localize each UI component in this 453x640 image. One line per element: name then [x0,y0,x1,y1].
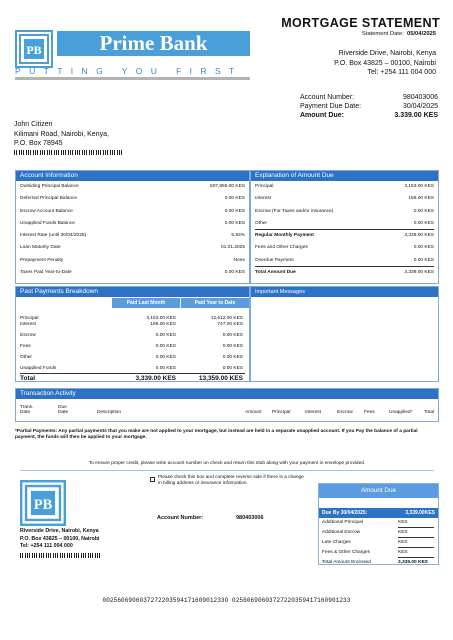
statement-date-label: Statement Date: [361,31,404,37]
due-by-value: 3,339.00KES [405,510,435,516]
table-row: Late Charges KES [319,538,438,548]
explanation-header: Explanation of Amount Due [251,171,438,181]
table-row: Prepayment Penalty None [20,257,245,263]
micr-line: 002560690603727220359417160901233O 02560690603727220359417160901233 [102,597,351,604]
column-header: Amount [245,410,262,415]
address-line: Riverside Drive, Nairobi, Kenya [20,528,99,534]
due-date-label: Payment Due Date: [300,103,362,111]
column-header: Principal [272,410,291,415]
account-number-value: 980403006 [402,94,438,101]
account-information-panel [15,170,250,284]
table-row: Loan Maturity Date 01.01.2025 [20,245,245,251]
table-row: Unapplied Funds Balance 0.00 KES [20,220,245,226]
account-number-label: Account Number: [300,94,355,101]
important-messages-header: Important Messages [251,287,438,297]
stub-instructions: To ensure proper credit, please write account number on check and return this stub along with your payment in envelope provided. [88,461,366,466]
table-row: Total Amount Due 3,339.00 KES [255,270,434,276]
table-row: Fees 0.00 KES 0.00 KES [20,344,243,349]
address-line: Tel: +254 111 004 000 [20,543,73,549]
table-row: Principal 3,153.00 KES [255,184,434,189]
stub-amount-due-header: Amount Due [319,484,438,498]
partial-payments-note: *Partial Payments: Any partial payments that you make are not applied to your mortgage, but instead are held in a separate unapplied account. If you Pay the balance of a partial payment, the funds will then be applied to your mortgage. [15,429,418,441]
table-row-total: Total 3,339.00 KES 13,359.00 KES [20,375,243,382]
table-row: Additional Principal KES [319,518,438,528]
stub-logo-icon [20,480,66,526]
amount-due-label: Amount Due: [300,112,344,120]
account-information-header: Account Information [16,171,249,181]
paid-ytd-header: Paid Year to Date [181,298,249,308]
table-row: Other 0.00 KES 0.00 KES [20,355,243,360]
table-row: Regular Monthly Payment 3,339.00 KES [255,233,434,239]
table-row: Outsiding Principal Balance 507,855.00 KES [20,184,245,189]
address-change-checkbox[interactable] [150,477,155,482]
address-line: Tel: +254 111 004 000 [367,69,436,76]
statement-date [270,31,436,37]
logo-monogram: PB [26,43,42,57]
address-line: P.O. Box 43825 – 00100, Nairobi [20,535,100,542]
table-row: Total Amount Enclosed 3,339.00 KES [322,560,428,565]
table-row: Fees & Other Charges KES [319,548,438,558]
customer-address [14,120,109,149]
table-row: Escrow (For Taxes and/or insurance) 0.00 KES [255,208,434,214]
past-payments-subheader [16,298,249,308]
column-header: Description [97,410,121,415]
address-line: P.O. Box 43825 – 00100, Nairobi [334,59,436,67]
statement-date-value: 05/04/2025 [406,31,436,37]
past-payments-rows [16,308,249,384]
bank-logo-icon [15,30,53,68]
stub-account-label: Account Number: [157,515,204,521]
tagline-divider [15,77,250,80]
account-information-rows [16,181,249,279]
transaction-columns [16,399,438,421]
column-header: Due Date [58,405,69,415]
table-row: Taxes Paid Year-to-Date 0.00 KES [20,270,245,276]
column-header: Fees [364,410,375,415]
table-row: Other 0.00 KES [255,218,434,230]
account-summary [300,93,438,121]
table-row: Unapplied Funds 0.00 KES 0.00 KES [20,363,245,374]
stub-due-by-row [319,508,438,518]
stub-postal-barcode [20,553,100,558]
stub-bank-address [20,528,99,551]
column-header: Escrow [337,410,353,415]
explanation-panel [250,170,439,284]
statement-title: MORTGAGE STATEMENT [281,16,440,30]
column-header: Interest [305,410,321,415]
bank-name: Prime Bank [57,31,250,56]
table-row: Fees and Other Charges 0.00 KES [255,245,434,251]
table-row: Interest 186.00 KES [255,196,434,202]
column-header: Unapplied* [389,410,413,415]
bank-address [270,49,436,78]
table-row: Interest 186.00 KES 747.00 KES [20,322,243,327]
past-payments-panel [15,286,250,382]
stub-logo-monogram: PB [33,497,53,514]
customer-name: John Citizen [14,121,53,128]
table-row: Additional Escrow KES [319,528,438,538]
column-header: Total [424,410,435,415]
transaction-activity-panel [15,388,439,422]
stub-divider [20,470,434,471]
stub-account-value: 980403006 [236,515,264,521]
address-line: Riverside Drive, Nairobi, Kenya [338,50,436,57]
table-row: Escrow Account Balance 0.00 KES [20,208,245,214]
column-header: Trans. Date [20,405,34,415]
address-change-note: Please check this box and complete reverse side if there is a change in billing address or insurance information. [158,475,304,487]
postal-barcode [14,150,124,155]
amount-due-value: 3.339.00 KES [394,112,438,120]
table-row: Principal 3,153.00 KES 12,612.00 KES [20,316,243,321]
customer-address-line: Kilimani Road, Nairobi, Kenya, [14,130,109,138]
due-by-label: Due By 30/04/2025: [322,510,368,516]
table-row: Interest Rate (until 30/04/2025) 5.93% [20,233,245,239]
past-payments-header: Past Payments Breakdown [16,287,249,297]
bank-tagline: PUTTING YOU FIRST [15,66,243,76]
important-messages-panel [250,286,439,382]
table-row: Overdue Payment 0.00 KES [255,255,434,267]
stub-amount-due-panel [318,483,439,565]
table-row: Deferred Principal Balance 0.00 KES [20,196,245,202]
paid-last-month-header: Paid Last Month [112,298,180,308]
customer-address-line: P.O. Box 78945 [14,140,63,147]
due-date-value: 30/04/2025 [402,103,438,111]
table-row: Escrow 0.00 KES 0.00 KES [20,333,243,338]
transaction-activity-header: Transaction Activity [16,389,438,399]
